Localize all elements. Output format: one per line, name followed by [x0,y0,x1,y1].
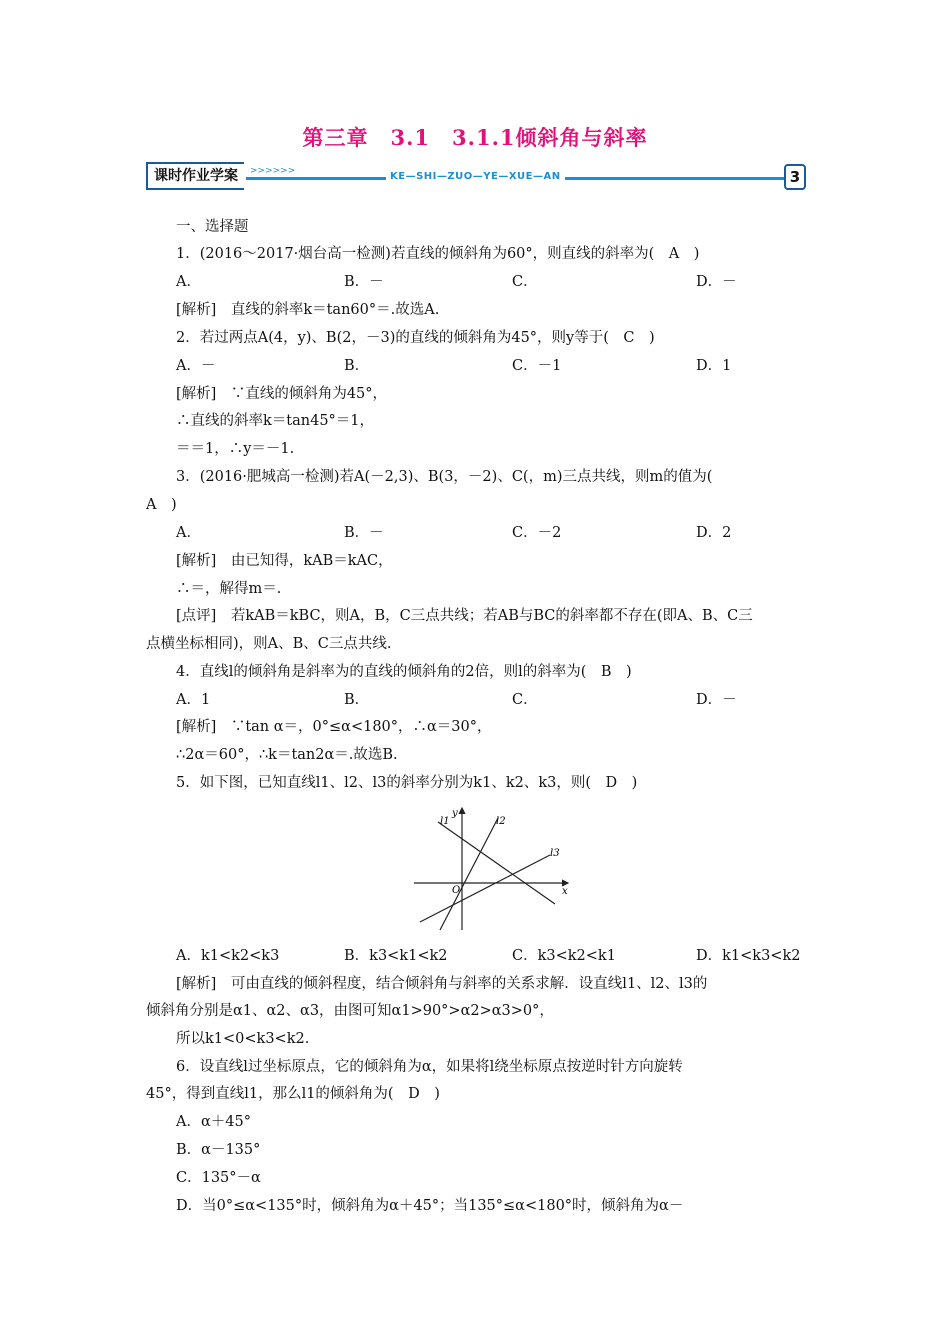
q6-option-d: D．当0°≤α<135°时，倾斜角为α＋45°；当135°≤α<180°时，倾斜角为α－ [176,1198,684,1214]
q5-option-c: C．k3<k2<k1 [512,948,616,964]
q5-solution-3: 所以k1<0<k3<k2. [176,1031,310,1047]
q4-solution-1: [解析] ∵tan α＝，0°≤α<180°，∴α＝30°， [176,719,492,735]
q1-solution: [解析] 直线的斜率k＝tan60°＝.故选A. [176,302,440,318]
label-x: x [562,886,568,897]
q5-option-b: B．k3<k1<k2 [344,948,448,964]
label-y: y [452,808,458,819]
q3-option-a: A． [176,525,201,541]
q2-option-b: B． [344,358,370,374]
label-l1: l1 [440,816,450,827]
q3-stem: 3．(2016·肥城高一检测)若A(－2,3)、B(3，－2)、C(，m)三点共线，则m的值为( [176,469,713,485]
q4-option-c: C． [512,692,538,708]
q6-option-c: C．135°－α [176,1170,261,1186]
q2-stem: 2．若过两点A(4，y)、B(2，－3)的直线的倾斜角为45°，则y等于( C ) [176,330,655,346]
q3-solution-1: [解析] 由已知得，kAB＝kAC， [176,553,393,569]
line-l3 [420,855,550,922]
q5-option-a: A．k1<k2<k3 [176,948,280,964]
q3-stem-cont: A ) [146,497,177,513]
page-title: 第三章 3.1 3.1.1倾斜角与斜率 [302,125,648,150]
q2-solution-3: ＝＝1，∴y＝－1. [176,441,295,457]
q5-solution-1: [解析] 可由直线的倾斜程度，结合倾斜角与斜率的关系求解．设直线l1、l2、l3的 [176,976,708,992]
q1-option-a: A． [176,274,201,290]
lines-figure [410,800,580,935]
q4-stem: 4．直线l的倾斜角是斜率为的直线的倾斜角的2倍，则l的斜率为( B ) [176,664,632,680]
q2-option-d: D．1 [696,358,732,374]
label-l2: l2 [496,816,506,827]
q2-solution-1: [解析] ∵直线的倾斜角为45°， [176,386,388,402]
q6-option-b: B．α－135° [176,1142,261,1158]
q3-solution-2: ∴＝，解得m＝. [176,581,282,597]
q1-option-c: C． [512,274,538,290]
q2-solution-2: ∴直线的斜率k＝tan45°＝1， [176,413,375,429]
homework-banner [146,160,806,194]
q2-option-a: A．－ [176,358,216,374]
q3-comment-2: 点横坐标相同)，则A、B、C三点共线. [146,636,392,652]
q1-option-d: D．－ [696,274,737,290]
q4-option-a: A．1 [176,692,211,708]
q6-stem-1: 6．设直线l过坐标原点，它的倾斜角为α，如果将l绕坐标原点按逆时针方向旋转 [176,1059,683,1075]
line-l2 [440,818,498,930]
q6-option-a: A．α＋45° [176,1114,251,1130]
q3-option-b: B．－ [344,525,384,541]
section-heading: 一、选择题 [176,219,249,235]
q3-option-d: D．2 [696,525,732,541]
q6-stem-2: 45°，得到直线l1，那么l1的倾斜角为( D ) [146,1086,440,1102]
q4-option-d: D．－ [696,692,737,708]
q3-comment-1: [点评] 若kAB＝kBC，则A，B，C三点共线；若AB与BC的斜率都不存在(即A、B、C三 [176,608,753,624]
q1-option-b: B．－ [344,274,384,290]
banner-arrows: >>>>>> [250,166,296,176]
q4-option-b: B． [344,692,370,708]
label-l3: l3 [550,848,560,859]
q4-solution-2: ∴2α＝60°，∴k＝tan2α＝.故选B. [176,747,398,763]
q5-stem: 5．如下图，已知直线l1、l2、l3的斜率分别为k1、k2、k3，则( D ) [176,775,638,791]
q5-option-d: D．k1<k3<k2 [696,948,801,964]
q3-option-c: C．－2 [512,525,562,541]
q5-solution-2: 倾斜角分别是α1、α2、α3，由图可知α1>90°>α2>α3>0°， [146,1003,554,1019]
label-origin: O [452,885,461,896]
q1-stem: 1．(2016～2017·烟台高一检测)若直线的倾斜角为60°，则直线的斜率为( A ) [176,246,700,262]
banner-pinyin: KE—SHI—ZUO—YE—XUE—AN [386,171,565,182]
banner-label: 课时作业学案 [146,162,244,190]
q2-option-c: C．－1 [512,358,562,374]
banner-number: 3 [784,164,806,190]
